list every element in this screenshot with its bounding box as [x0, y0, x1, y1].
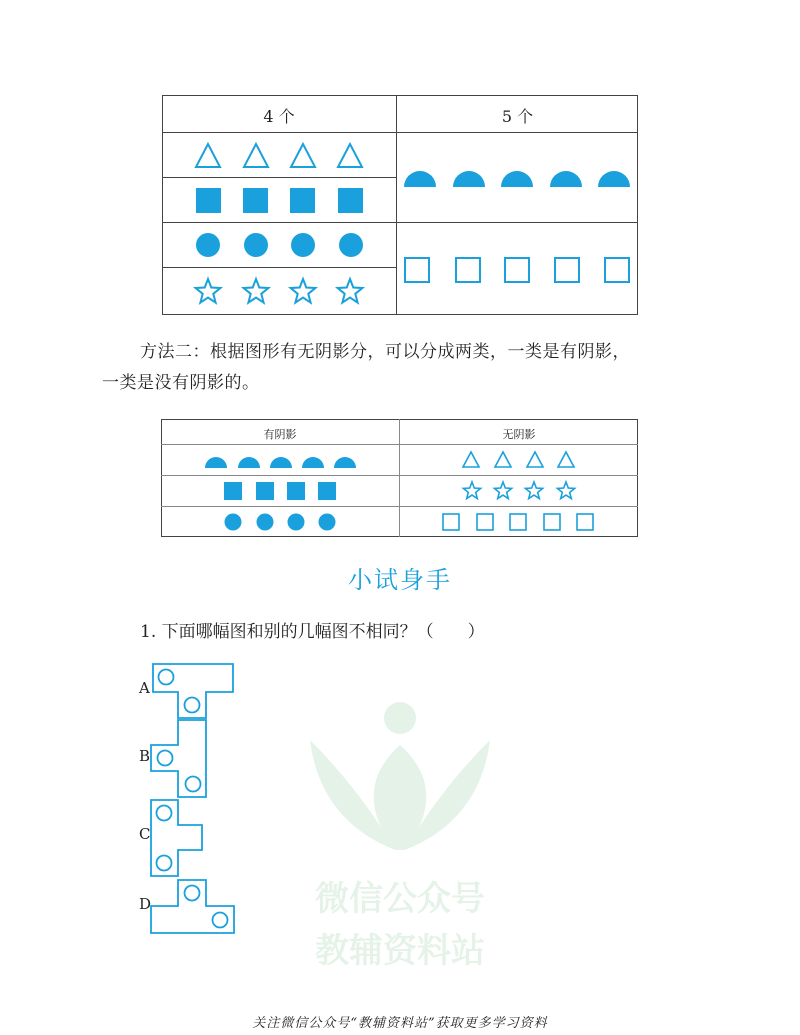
option-a-label: A [139, 679, 150, 697]
svg-text:微信公众号: 微信公众号 [315, 879, 485, 919]
method2-line2: 一类是没有阴影的。 [102, 373, 260, 393]
footer-note: 关注微信公众号“教辅资料站”获取更多学习资料 [252, 1016, 548, 1031]
svg-text:教辅资料站: 教辅资料站 [315, 931, 485, 971]
header-shaded: 有阴影 [263, 428, 297, 441]
header-five: 5 个 [501, 107, 534, 126]
option-b-figure [151, 720, 206, 797]
option-b-label: B [139, 747, 151, 765]
method2-line1: 方法二：根据图形有无阴影分，可以分成两类，一类是有阴影， [140, 342, 630, 362]
section-title: 小试身手 [348, 566, 452, 594]
option-d-figure [151, 880, 234, 933]
header-unshaded: 无阴影 [502, 428, 536, 441]
option-d-label: D [139, 895, 152, 913]
option-c-label: C [139, 825, 151, 843]
question-1-text: 1. 下面哪幅图和别的几幅图不相同？（ ） [140, 622, 485, 642]
option-c-figure [151, 800, 202, 876]
option-a-figure [153, 664, 233, 718]
header-four: 4 个 [263, 107, 295, 126]
